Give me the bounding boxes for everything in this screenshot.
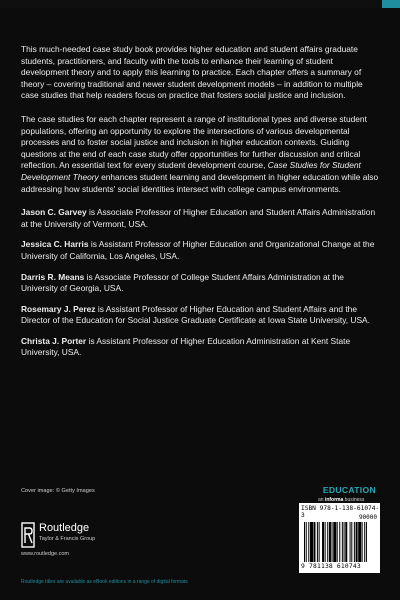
author-bio bbox=[21, 336, 379, 359]
informa-brand: informa bbox=[324, 497, 344, 503]
informa-prefix: an bbox=[318, 497, 325, 503]
description-paragraph-2 bbox=[21, 114, 379, 195]
barcode-bar bbox=[342, 522, 343, 562]
barcode-bar bbox=[319, 522, 320, 562]
ebook-availability-note: Routledge titles are available as eBook editions in a range of digital formats bbox=[21, 579, 188, 585]
publisher-name: Routledge bbox=[39, 522, 90, 534]
barcode-bar bbox=[356, 522, 358, 562]
barcode-bar bbox=[308, 522, 309, 562]
barcode-bar bbox=[337, 522, 338, 562]
barcode-digits: 9 781138 610743 bbox=[301, 563, 361, 570]
barcode-bar bbox=[317, 522, 318, 562]
barcode-bar bbox=[322, 522, 324, 562]
barcode-bar bbox=[313, 522, 315, 562]
barcode-bar bbox=[354, 522, 355, 562]
author-bio bbox=[21, 239, 379, 262]
description-text: The case studies for each chapter represent a range of institutional types and diverse student populations, offering an opportunity to explore the intersections of various developmental processes and to foster social justice and inclusion in higher education contexts. Guiding questions at the end of each case study offer opportunities for further discussion and critical reflection. An essential text for every student development course, bbox=[21, 113, 367, 171]
author-bio-text: is Associate Professor of College Student Affairs Administration at the University of Georgia, USA. bbox=[21, 271, 344, 294]
back-cover-text bbox=[21, 44, 379, 368]
author-name: Darris R. Means bbox=[21, 271, 85, 282]
author-bio bbox=[21, 207, 379, 230]
publisher-group: Taylor & Francis Group bbox=[39, 536, 96, 542]
barcode-bar bbox=[358, 522, 361, 562]
barcode-bar bbox=[304, 522, 305, 562]
author-bio bbox=[21, 272, 379, 295]
barcode-bar bbox=[306, 522, 307, 562]
author-name: Jason C. Garvey bbox=[21, 207, 87, 218]
author-bios bbox=[21, 207, 379, 359]
barcode-bar bbox=[351, 522, 352, 562]
barcode-bar bbox=[350, 522, 351, 562]
barcode-bar bbox=[345, 522, 347, 562]
barcode-bar bbox=[329, 522, 331, 562]
cover-image-credit: Cover image: © Getty Images bbox=[21, 488, 95, 494]
routledge-logo-icon bbox=[21, 522, 35, 548]
author-bio bbox=[21, 304, 379, 327]
barcode-bar bbox=[310, 522, 313, 562]
barcode-bar bbox=[332, 522, 333, 562]
publisher-logo bbox=[21, 520, 141, 556]
subject-category: EDUCATION bbox=[322, 485, 376, 495]
barcode-bar bbox=[339, 522, 340, 562]
description-paragraph-1: This much-needed case study book provides higher education and student affairs graduate students, practitioners, and faculty with the tools to enhance their learning of student development theory and to apply this learning to practice. Each chapter offers a summary of theory – covering traditional and newer student development models – in addition to multiple case studies that help readers focus on practice that fosters social justice and inclusion. bbox=[21, 44, 363, 101]
author-name: Rosemary J. Perez bbox=[21, 303, 96, 314]
top-band bbox=[0, 0, 400, 8]
description-text-end: enhances student learning and development in higher education while also addressing how students' social identities intersect with college campus environments. bbox=[21, 171, 379, 194]
book-title-italic: Case Studies for Student Development Theory bbox=[21, 160, 361, 182]
barcode-bar bbox=[325, 522, 326, 562]
isbn-barcode bbox=[299, 503, 380, 573]
author-bio-text: is Assistant Professor of Higher Education and Organizational Change at the University of California, Los Angeles, USA. bbox=[21, 239, 375, 261]
author-name: Jessica C. Harris bbox=[21, 239, 89, 250]
price-code: 90000 bbox=[358, 514, 377, 521]
barcode-bar bbox=[344, 522, 345, 562]
publisher-url[interactable]: www.routledge.com bbox=[21, 551, 69, 557]
barcode-bar bbox=[333, 522, 336, 562]
barcode-bar bbox=[364, 522, 365, 562]
informa-suffix: business bbox=[343, 497, 365, 503]
barcode-bars bbox=[304, 522, 376, 562]
isbn-number: ISBN 978-1-138-61074-3 bbox=[301, 505, 380, 519]
author-name: Christa J. Porter bbox=[21, 335, 87, 346]
barcode-bar bbox=[366, 522, 367, 562]
author-bio-text: is Assistant Professor of Higher Education and Student Affairs and the Director of the Education for Social Justice Graduate Certificate at Iowa State University, USA. bbox=[21, 303, 370, 326]
barcode-bar bbox=[327, 522, 328, 562]
author-bio-text: is Associate Professor of Higher Education and Student Affairs Administration at the University of Vermont, USA. bbox=[21, 207, 376, 229]
author-bio-text: is Assistant Professor of Higher Education Administration at Kent State University, USA. bbox=[21, 335, 351, 358]
spine-accent-strip bbox=[382, 0, 400, 8]
barcode-bar bbox=[362, 522, 363, 562]
